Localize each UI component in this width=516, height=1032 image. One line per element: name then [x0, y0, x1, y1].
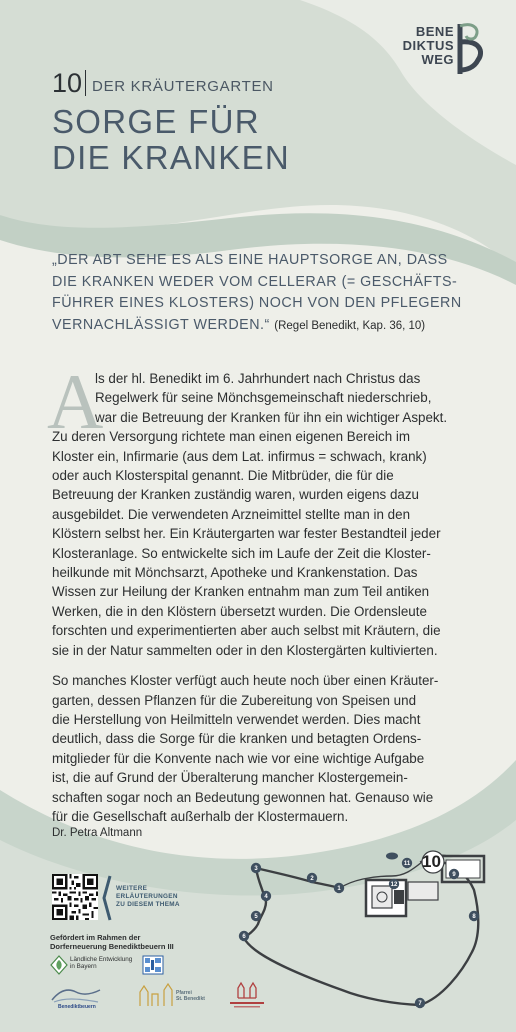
- station-label-4: 4: [264, 894, 268, 901]
- text-line: Werken, die in den Klöstern übersetzt wurden. Die Ordensleute: [52, 603, 427, 619]
- station-label-5: 5: [254, 914, 258, 921]
- text-line: ist, die auf Grund der Überalterung mancher Klostergemein-: [52, 770, 408, 786]
- author: Dr. Petra Altmann: [52, 827, 143, 839]
- section-label: DER KRÄUTERGARTEN: [92, 78, 274, 95]
- logo-b-mark-icon: [450, 18, 490, 82]
- text-line: für die Gesellschaft außerhalb der Klostermauern.: [52, 808, 349, 824]
- le-line-1: Ländliche Entwicklung: [70, 956, 133, 963]
- station-label-9: 9: [452, 872, 456, 879]
- route-map-svg: [232, 842, 502, 1017]
- text-line: Zu deren Versorgung richtete man einen eigenen Bereich im: [52, 429, 411, 445]
- text-line: So manches Kloster verfügt auch heute noch über einen Kräuter-: [52, 673, 439, 689]
- le-leaf-icon: [50, 955, 68, 975]
- station-label-7: 7: [418, 1001, 422, 1008]
- text-line: die Herstellung von Heilmitteln verwendet werden. Dies macht: [52, 711, 421, 727]
- more-info-line: ZU DIESEM THEMA: [116, 900, 180, 908]
- quote-line: FÜHRER EINES KLOSTERS) NOCH VON DEN PFLEGERN: [52, 295, 462, 311]
- text-line: war die Betreuung der Kranken für ihn ein wichtiger Aspekt.: [95, 409, 448, 425]
- text-line: Regelwerk für seine Mönchsgemeinschaft niederschrieb,: [95, 390, 432, 406]
- funding-line-1: Gefördert im Rahmen der: [50, 933, 141, 942]
- station-label-3: 3: [254, 866, 258, 873]
- paragraph-1: [52, 369, 472, 660]
- text-line: garten, dessen Pflanzen für die Zubereitung von Speisen und: [52, 692, 417, 708]
- chevron-left-icon: [102, 874, 112, 922]
- more-info-line: WEITERE: [116, 885, 148, 892]
- current-station-number: 10: [422, 852, 441, 871]
- station-label-6: 6: [242, 934, 246, 941]
- quote-last-text: VERNACHLÄSSIGT WERDEN.“: [52, 316, 270, 333]
- text-line: deutlich, dass die Sorge für die kranken und betagten Ordens-: [52, 731, 422, 747]
- sponsor-pfarrei-line-1: Pfarrei: [176, 990, 192, 996]
- sponsor-benediktbeuern: Benediktbeuern: [58, 1004, 96, 1010]
- le-line-2: in Bayern: [70, 963, 97, 971]
- body-text: [47, 358, 472, 826]
- sponsor-pfarrei-line-2: St. Benedikt: [176, 996, 205, 1002]
- station-number: 10: [52, 68, 83, 98]
- rule-quote: [52, 250, 472, 337]
- text-line: sie in der Natur sammelten oder in den Klostergärten kultivierten.: [52, 642, 438, 658]
- qr-code-icon[interactable]: [52, 874, 98, 920]
- bavaria-crest-icon: [142, 955, 164, 975]
- text-line: ausgebildet. Die verwendeten Arzneimittel stellte man in den: [52, 506, 411, 522]
- route-map: [232, 842, 502, 1017]
- logo-line-1: BENE: [415, 24, 454, 39]
- funding-line-2: Dorferneuerung Benediktbeuern III: [50, 942, 174, 951]
- station-header: [52, 70, 274, 96]
- text-line: Wissen zur Heilung der Kranken entnahm man zum Teil antiken: [52, 584, 430, 600]
- benediktbeuern-logo-icon: [50, 984, 102, 1006]
- drop-cap: A: [47, 358, 104, 445]
- logo-wordmark: [392, 25, 454, 67]
- title-line-1: SORGE FÜR: [52, 103, 260, 140]
- text-line: ls der hl. Benedikt im 6. Jahrhundert nach Christus das: [95, 371, 421, 386]
- station-label-1: 1: [337, 886, 341, 893]
- more-info-line: ERLÄUTERUNGEN: [116, 892, 178, 900]
- quote-line: „DER ABT SEHE ES ALS EINE HAUPTSORGE AN, DASS: [52, 252, 448, 268]
- title-line-2: DIE KRANKEN: [52, 139, 291, 176]
- paragraph-2: [52, 671, 472, 826]
- quote-line-last: [52, 315, 472, 338]
- text-line: heilkunde mit Mönchsarzt, Apotheke und Krankenstation. Das: [52, 565, 418, 581]
- quote-line: DIE KRANKEN WEDER VOM CELLERAR (= GESCHÄFTS-: [52, 273, 458, 290]
- page-title: [52, 104, 290, 176]
- logo-line-2: DIKTUS: [402, 38, 454, 53]
- text-line: schaften sogar noch an Bedeutung gewonnen hat. Genauso wie: [52, 789, 434, 805]
- more-info-link[interactable]: [116, 885, 180, 908]
- text-line: Kloster ein, Infirmarie (aus dem Lat. infirmus = schwach, krank): [52, 448, 427, 464]
- quote-source: (Regel Benedikt, Kap. 36, 10): [274, 319, 426, 332]
- laendliche-entwicklung-logo: [50, 953, 170, 977]
- header-divider: [85, 70, 86, 96]
- funding-note: [50, 933, 174, 951]
- text-line: oder auch Klosterspital genannt. Die Mitbrüder, die für die: [52, 468, 394, 484]
- station-label-2: 2: [310, 876, 314, 883]
- text-line: forschten und experimentierten aber auch selbst mit Kräutern, die: [52, 623, 441, 639]
- station-label-11: 11: [403, 861, 411, 868]
- text-line: Klöstern selbst her. Ein Kräutergarten war fester Bestandteil jeder: [52, 526, 441, 542]
- station-label-12: 12: [390, 882, 398, 889]
- text-line: Klosteranlage. So entwickelte sich im Laufe der Zeit die Kloster-: [52, 545, 431, 561]
- text-line: mitglieder für die Konvente nach wie vor eine wichtige Aufgabe: [52, 750, 425, 766]
- logo-line-3: WEG: [421, 52, 454, 67]
- station-label-8: 8: [472, 914, 476, 921]
- text-line: Betreuung der Kranken zuständig waren, wurden eigens dazu: [52, 487, 419, 503]
- benediktusweg-logo: [392, 18, 502, 82]
